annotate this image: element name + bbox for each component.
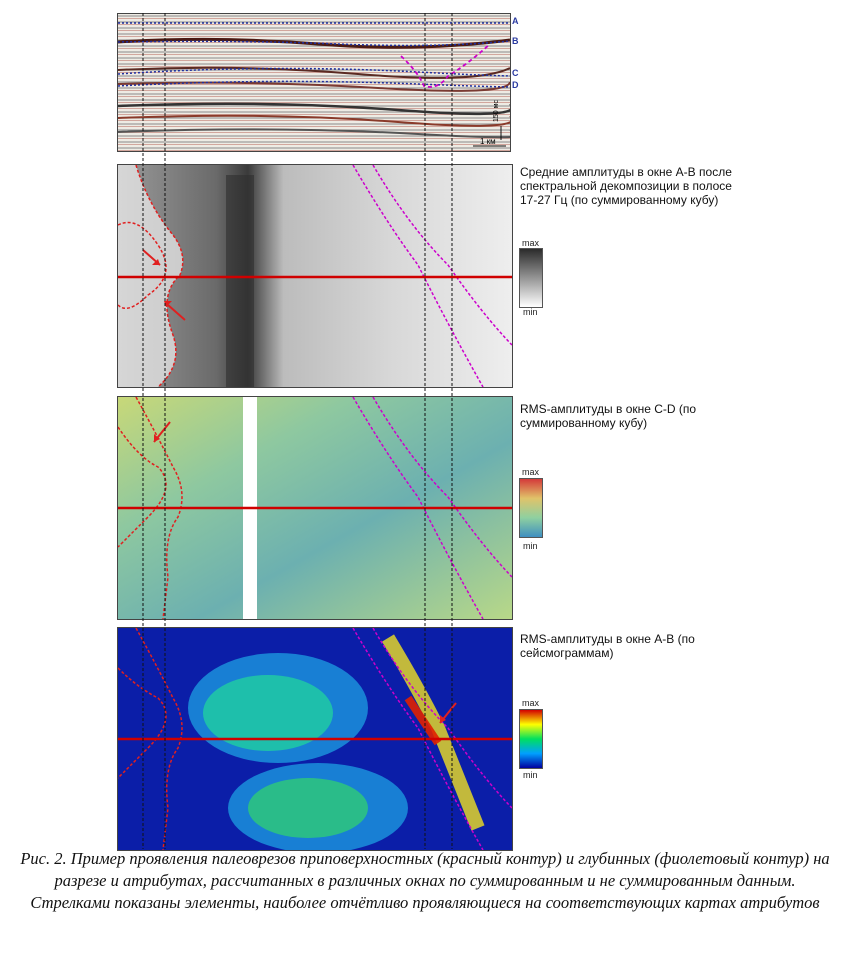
panel-3-colorbar <box>519 709 543 769</box>
figure-caption: Рис. 2. Пример проявления палеоврезов приповерхностных (красный контур) и глубинных (фиолетовый контур) на разрезе и атрибутах, рассчитанных в различных окнах по суммированным и не суммированным данным. Стрелками показаны элементы, наиболее отчётливо проявляющиеся на соответствующих картах атрибутов <box>20 849 830 912</box>
attribute-map-rms-cd <box>117 396 513 620</box>
attribute-map-rms-ab <box>117 627 513 851</box>
horizon-label-d: D <box>512 80 519 90</box>
attribute-map-spectral-image <box>118 165 512 387</box>
seismic-section-image <box>118 14 510 151</box>
panel-1-label: Средние амплитуды в окне А-В после спектральной декомпозиции в полосе 17-27 Гц (по суммированному кубу) <box>520 165 732 207</box>
panel-1-colorbar <box>519 248 543 308</box>
panel-1-min: min <box>523 307 538 317</box>
panel-2-label: RMS-амплитуды в окне С-D (по суммированному кубу) <box>520 402 697 430</box>
attribute-map-rms-ab-image <box>118 628 512 850</box>
panel-1-max: max <box>522 238 540 248</box>
panel-3-max: max <box>522 698 540 708</box>
seismic-section <box>117 13 511 152</box>
horizon-label-b: B <box>512 36 519 46</box>
panel-3-min: min <box>523 770 538 780</box>
panel-2-max: max <box>522 467 540 477</box>
panel-2-min: min <box>523 541 538 551</box>
horizontal-scale-label: 1 км <box>480 137 496 146</box>
horizon-label-a: A <box>512 16 519 26</box>
vertical-scale-label: 150 мс <box>493 100 500 122</box>
horizon-label-c: C <box>512 68 519 78</box>
panel-2-colorbar <box>519 478 543 538</box>
panel-3-label: RMS-амплитуды в окне А-В (по сейсмограммам) <box>520 632 695 660</box>
attribute-map-rms-cd-image <box>118 397 512 619</box>
attribute-map-spectral <box>117 164 513 388</box>
